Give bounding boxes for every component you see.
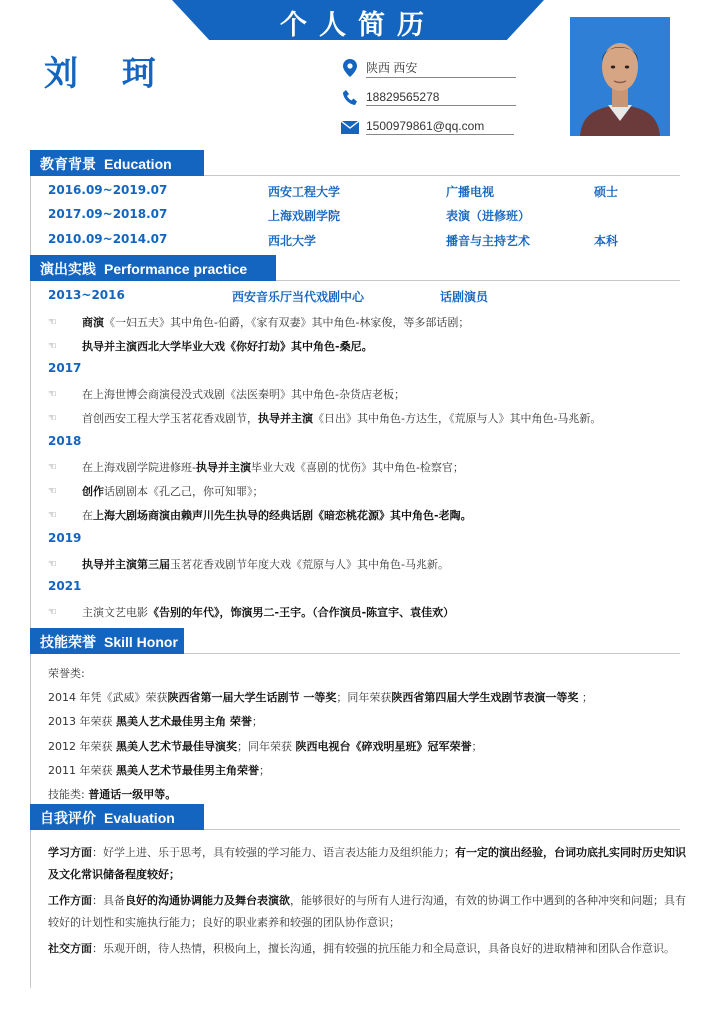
honor-text: ； — [578, 691, 593, 704]
performance-header-cn: 演出实践 — [40, 262, 96, 278]
honor-text: ； — [251, 715, 263, 728]
eval-text: ：乐观开朗，待人热情，积极向上，擅长沟通，拥有较强的抗压能力和全局意识，具备良好的进取精神和团队合作意识。 — [92, 942, 675, 955]
location-pin-icon — [340, 58, 360, 78]
honor-item — [48, 762, 270, 778]
perf-item-text: 《一妇五夫》其中角色-伯爵，《家有双妻》其中角色-林家俊，等多部话剧； — [104, 316, 470, 329]
education-row — [48, 183, 678, 201]
performance-group-header — [48, 288, 678, 306]
email-text: 1500979861@qq.com — [366, 119, 514, 135]
honor-header-cn: 技能荣誉 — [40, 635, 96, 651]
honor-text: ； — [259, 764, 270, 777]
education-row — [48, 207, 678, 225]
performance-item — [48, 410, 601, 426]
location-row — [340, 58, 516, 78]
year-label: 2021 — [48, 579, 82, 593]
edu-degree: 硕士 — [594, 185, 619, 199]
performance-item — [48, 483, 264, 499]
year-label: 2018 — [48, 434, 82, 448]
perf-item-text: 毕业大戏《喜剧的忧伤》其中角色-检察官； — [250, 461, 464, 474]
honor-bold: 黑美人艺术节最佳导演奖 — [116, 740, 237, 753]
perf-item-text: 在 — [82, 509, 93, 522]
perf-role: 话剧演员 — [440, 290, 489, 304]
performance-item — [48, 556, 449, 572]
eval-label: 学习方面 — [48, 846, 92, 859]
perf-item-bold: 上海大剧场商演由赖声川先生执导的经典话剧《暗恋桃花源》其中角色-老陶。 — [93, 509, 472, 522]
honor-bold: 黑美人艺术最佳男主角 荣誉 — [116, 715, 252, 728]
education-row — [48, 232, 678, 250]
evaluation-header-en: Evaluation — [104, 810, 175, 826]
evaluation-header-cn: 自我评价 — [40, 811, 96, 827]
skill-item — [48, 786, 176, 802]
eval-bold: 良好的沟通协调能力及舞台表演欲 — [125, 894, 290, 907]
honor-category-label: 荣誉类: — [48, 667, 85, 680]
performance-header-en: Performance practice — [104, 261, 248, 277]
performance-item — [48, 314, 469, 330]
edu-period: 2016.09~2019.07 — [48, 183, 168, 197]
honor-bold: 陕西省第一届大学生话剧节 一等奖 — [167, 691, 337, 704]
honor-item — [48, 738, 483, 754]
performance-header — [30, 255, 276, 281]
pointing-hand-icon: ☜ — [48, 486, 57, 497]
email-row — [340, 117, 514, 137]
perf-item-text: 主演文艺电影 — [82, 606, 148, 619]
honor-header — [30, 628, 184, 654]
perf-item-bold: 执导并主演 — [195, 461, 251, 474]
pointing-hand-icon: ☜ — [48, 389, 57, 400]
candidate-name: 刘 珂 — [44, 54, 172, 94]
honor-text: 2011 年荣获 — [48, 764, 116, 777]
mail-icon — [340, 117, 360, 137]
edu-period: 2010.09~2014.07 — [48, 232, 168, 246]
perf-item-text: 首创西安工程大学玉茗花香戏剧节， — [82, 412, 258, 425]
honor-header-en: Skill Honor — [104, 634, 178, 650]
education-header — [30, 150, 204, 176]
edu-major: 表演（进修班） — [446, 209, 531, 223]
perf-item-text: 玉茗花香戏剧节年度大戏《荒原与人》其中角色-马兆新。 — [170, 558, 449, 571]
performance-item — [48, 338, 373, 354]
education-header-cn: 教育背景 — [40, 157, 96, 173]
performance-item — [48, 459, 464, 475]
honor-item — [48, 689, 593, 705]
perf-item-bold: 执导并主演 — [82, 340, 137, 353]
pointing-hand-icon: ☜ — [48, 462, 57, 473]
edu-school: 西北大学 — [268, 234, 317, 248]
eval-text: ：好学上进、乐于思考，具有较强的学习能力、语言表达能力及组织能力； — [92, 846, 455, 859]
honor-item — [48, 713, 263, 729]
edu-major: 广播电视 — [446, 185, 495, 199]
pointing-hand-icon: ☜ — [48, 341, 57, 352]
phone-row — [340, 88, 516, 108]
perf-item-text: 在上海世博会商演侵没式戏剧《法医秦明》其中角色-杂货店老板； — [82, 388, 405, 401]
evaluation-social — [48, 938, 688, 960]
edu-degree: 本科 — [594, 234, 619, 248]
eval-label: 工作方面 — [48, 894, 92, 907]
evaluation-header — [30, 804, 204, 830]
honor-text: ；同年荣获 — [336, 691, 392, 704]
honor-text: ； — [471, 740, 483, 753]
page-title: 个人简历 — [280, 10, 436, 41]
location-text: 陕西 西安 — [366, 59, 516, 78]
performance-item — [48, 507, 472, 523]
honor-text: 2014 年凭《武威》荣获 — [48, 691, 168, 704]
edu-school: 西安工程大学 — [268, 185, 341, 199]
pointing-hand-icon: ☜ — [48, 317, 57, 328]
phone-text: 18829565278 — [366, 90, 516, 106]
pointing-hand-icon: ☜ — [48, 510, 57, 521]
honor-bold: 黑美人艺术节最佳男主角荣誉 — [116, 764, 259, 777]
education-header-en: Education — [104, 156, 172, 172]
honor-text: 2012 年荣获 — [48, 740, 116, 753]
honor-text: 2013 年荣获 — [48, 715, 116, 728]
performance-item — [48, 386, 405, 402]
perf-item-bold: 执导并主演 — [258, 412, 313, 425]
skill-label: 技能类: — [48, 788, 89, 801]
honor-bold: 陕西省第四届大学生戏剧节表演一等奖 — [391, 691, 579, 704]
pointing-hand-icon: ☜ — [48, 413, 57, 424]
perf-item-bold: 商演 — [82, 316, 104, 329]
edu-period: 2017.09~2018.07 — [48, 207, 168, 221]
eval-label: 社交方面 — [48, 942, 92, 955]
performance-item — [48, 604, 454, 620]
perf-period: 2013~2016 — [48, 288, 125, 302]
eval-text: ：具备 — [92, 894, 125, 907]
perf-org: 西安音乐厅当代戏剧中心 — [232, 290, 365, 304]
honor-bold: 陕西电视台《碎戏明星班》冠军荣誉 — [295, 740, 472, 753]
perf-item-text: 在上海戏剧学院进修班- — [82, 461, 196, 474]
perf-item-text: 《日出》其中角色-方达生，《荒原与人》其中角色-马兆新。 — [313, 412, 602, 425]
perf-item-bold: 《告别的年代》，饰演男二-王宇。（合作演员-陈宣宇、袁佳欢） — [148, 606, 455, 619]
perf-item-text: 话剧剧本《孔乙己，你可知罪》； — [104, 485, 264, 498]
evaluation-study — [48, 842, 688, 886]
edu-school: 上海戏剧学院 — [268, 209, 341, 223]
pointing-hand-icon: ☜ — [48, 559, 57, 570]
eval-bold: 有一定的演出经验，台词功底扎实同时历史知识及文化常识储备程度较好； — [48, 846, 686, 881]
perf-item-text: 西北大学毕业大戏《你好打劫》其中角色-桑尼。 — [137, 340, 373, 353]
evaluation-work — [48, 890, 688, 934]
honor-text: ；同年荣获 — [237, 740, 296, 753]
edu-major: 播音与主持艺术 — [446, 234, 531, 248]
perf-item-bold: 创作 — [82, 485, 104, 498]
pointing-hand-icon: ☜ — [48, 607, 57, 618]
eval-text: ，能够很好的与所有人进行沟通，有效的协调工作中遇到的各种冲突和问题；具有较好的计划性和实施执行能力；良好的职业素养和较强的团队协作意识； — [48, 894, 686, 929]
skill-value: 普通话一级甲等。 — [88, 788, 177, 801]
year-label: 2017 — [48, 361, 82, 375]
profile-photo — [570, 17, 670, 136]
perf-item-bold: 执导并主演第三届 — [82, 558, 170, 571]
year-label: 2019 — [48, 531, 82, 545]
phone-icon — [340, 88, 360, 108]
